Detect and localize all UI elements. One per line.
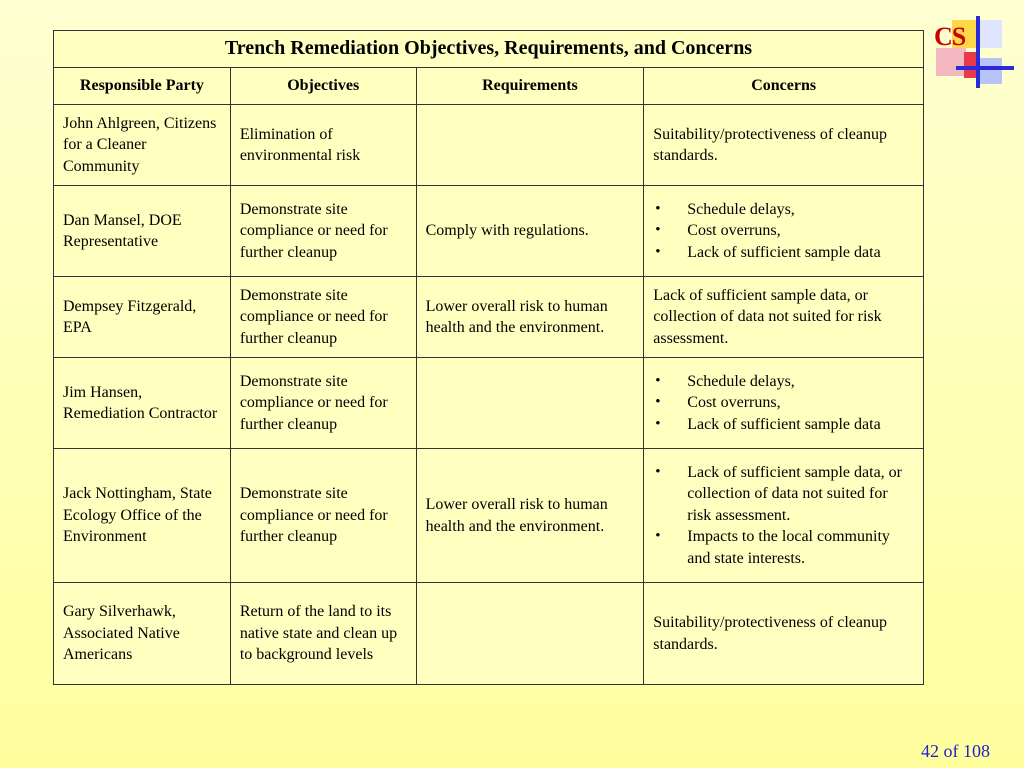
concern-cell	[644, 449, 924, 583]
concern-cell: Suitability/protectiveness of cleanup standards.	[644, 583, 924, 685]
table-row	[54, 105, 924, 186]
party-cell: John Ahlgreen, Citizens for a Cleaner Community	[54, 105, 231, 186]
party-cell: Jack Nottingham, State Ecology Office of the Environment	[54, 449, 231, 583]
party-cell: Gary Silverhawk, Associated Native Americans	[54, 583, 231, 685]
concern-item: • Lack of sufficient sample data, or collection of data not suited for risk assessment.	[653, 462, 914, 527]
remediation-table	[53, 30, 924, 685]
requirement-cell	[416, 358, 644, 449]
objective-cell: Demonstrate site compliance or need for further cleanup	[230, 277, 416, 358]
concern-item: • Cost overruns,	[653, 392, 914, 414]
objective-cell: Elimination of environmental risk	[230, 105, 416, 186]
requirement-cell: Lower overall risk to human health and the environment.	[416, 449, 644, 583]
header-requirements: Requirements	[416, 68, 644, 105]
table-title: Trench Remediation Objectives, Requirements, and Concerns	[54, 31, 924, 68]
concern-cell	[644, 186, 924, 277]
concern-item: • Lack of sufficient sample data	[653, 242, 914, 264]
requirement-cell: Comply with regulations.	[416, 186, 644, 277]
logo-text: CS	[934, 22, 966, 51]
header-concerns: Concerns	[644, 68, 924, 105]
logo-lightblue-square	[980, 20, 1002, 48]
logo-horizontal-line	[956, 66, 1014, 70]
concern-list	[653, 199, 914, 264]
requirement-cell: Lower overall risk to human health and the environment.	[416, 277, 644, 358]
table-row	[54, 449, 924, 583]
concern-cell	[644, 358, 924, 449]
header-objectives: Objectives	[230, 68, 416, 105]
concern-item: • Schedule delays,	[653, 199, 914, 221]
cs-logo	[930, 14, 1020, 94]
table-row	[54, 277, 924, 358]
requirement-cell	[416, 105, 644, 186]
table-row	[54, 186, 924, 277]
party-cell: Jim Hansen, Remediation Contractor	[54, 358, 231, 449]
party-cell: Dempsey Fitzgerald, EPA	[54, 277, 231, 358]
concern-cell: Lack of sufficient sample data, or collection of data not suited for risk assessment.	[644, 277, 924, 358]
concern-item: • Lack of sufficient sample data	[653, 414, 914, 436]
concern-list	[653, 462, 914, 570]
header-responsible-party: Responsible Party	[54, 68, 231, 105]
objective-cell: Demonstrate site compliance or need for further cleanup	[230, 358, 416, 449]
table-row	[54, 358, 924, 449]
party-cell: Dan Mansel, DOE Representative	[54, 186, 231, 277]
objective-cell: Demonstrate site compliance or need for further cleanup	[230, 186, 416, 277]
table-row	[54, 583, 924, 685]
page-number: 42 of 108	[921, 741, 990, 761]
logo-blue-square	[980, 58, 1002, 84]
concern-cell: Suitability/protectiveness of cleanup standards.	[644, 105, 924, 186]
concern-list	[653, 371, 914, 436]
concern-item: • Schedule delays,	[653, 371, 914, 393]
objective-cell: Demonstrate site compliance or need for further cleanup	[230, 449, 416, 583]
objective-cell: Return of the land to its native state and clean up to background levels	[230, 583, 416, 685]
concern-item: • Impacts to the local community and state interests.	[653, 526, 914, 569]
logo-pink-square	[936, 48, 966, 76]
logo-vertical-line	[976, 16, 980, 88]
requirement-cell	[416, 583, 644, 685]
concern-item: • Cost overruns,	[653, 220, 914, 242]
